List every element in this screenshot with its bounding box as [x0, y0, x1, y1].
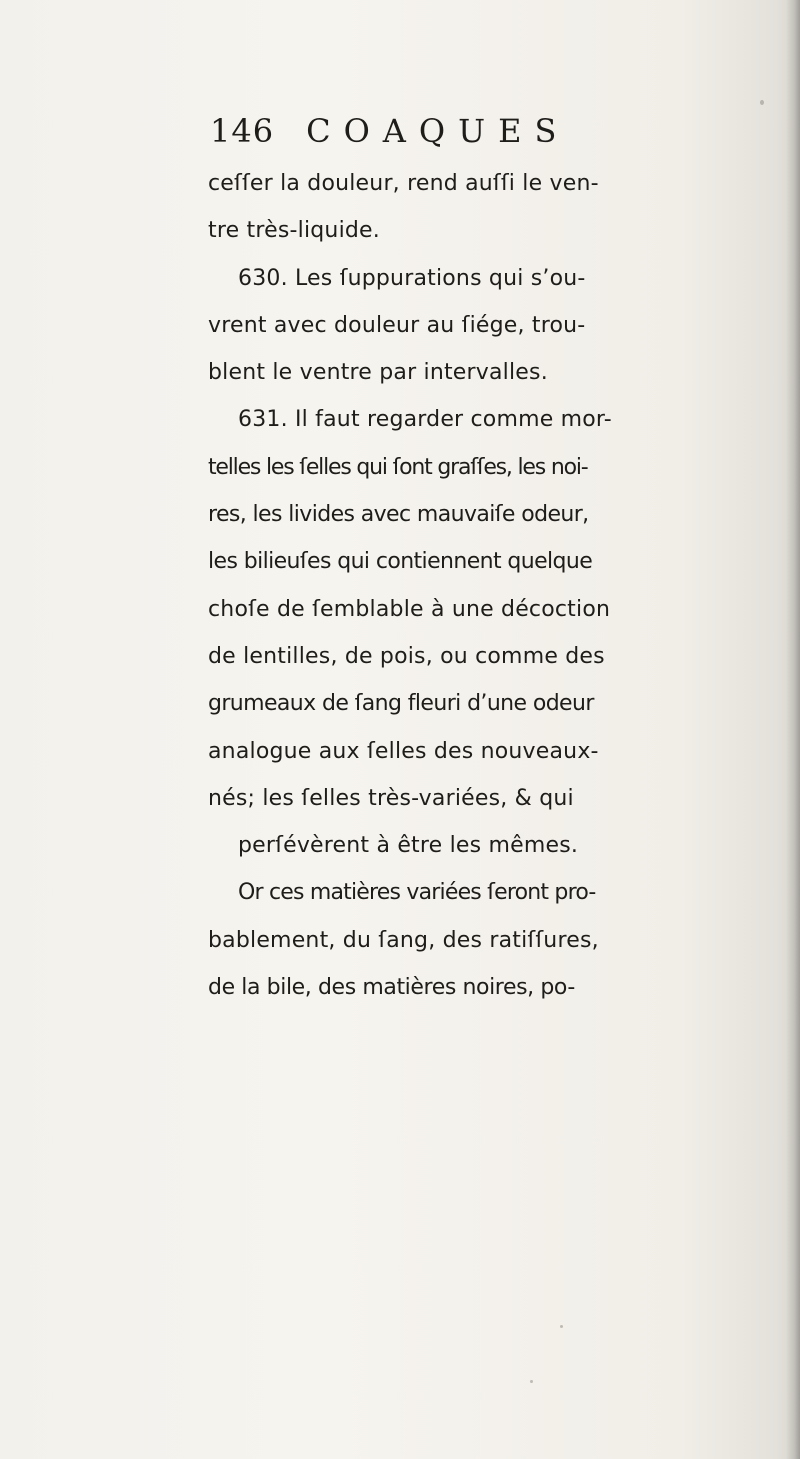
text-line: res, les livides avec mauvaiſe odeur,	[208, 502, 589, 528]
text-line: de la bile, des matières noires, po-	[208, 975, 575, 1001]
text-line: de lentilles, de pois, ou comme des	[208, 643, 605, 669]
text-line: 630. Les ſuppurations qui s’ou-	[238, 265, 586, 291]
text-line: nés; les ſelles très-variées, & qui	[208, 785, 574, 811]
paper-speck	[530, 1380, 533, 1383]
running-title: COAQUES	[306, 112, 570, 150]
text-line: 631. Il faut regarder comme mor-	[238, 407, 612, 433]
paper-speck	[760, 100, 764, 105]
text-line: vrent avec douleur au ſiége, trou-	[208, 312, 586, 338]
text-line: blent le ventre par intervalles.	[208, 360, 548, 386]
page-edge-shadow	[786, 0, 800, 1459]
text-line: ceſſer la douleur, rend auſſi le ven-	[208, 171, 599, 196]
paper-speck	[560, 1325, 563, 1328]
page-number: 146	[210, 112, 275, 150]
text-line: tre très-liquide.	[208, 218, 380, 244]
text-line: telles les ſelles qui ſont graſſes, les noi-	[208, 454, 588, 480]
text-line: grumeaux de ſang fleuri d’une odeur	[208, 691, 594, 717]
text-line: analogue aux ſelles des nouveaux-	[208, 738, 599, 764]
text-line: Or ces matières variées ſeront pro-	[238, 880, 596, 906]
text-line: bablement, du ſang, des ratiſſures,	[208, 927, 599, 953]
body-text	[208, 160, 788, 1011]
text-line: les bilieuſes qui contiennent quelque	[208, 549, 593, 575]
text-line: perſévèrent à être les mêmes.	[238, 833, 579, 859]
text-line: choſe de ſemblable à une décoction	[208, 596, 611, 622]
running-head	[210, 112, 569, 162]
